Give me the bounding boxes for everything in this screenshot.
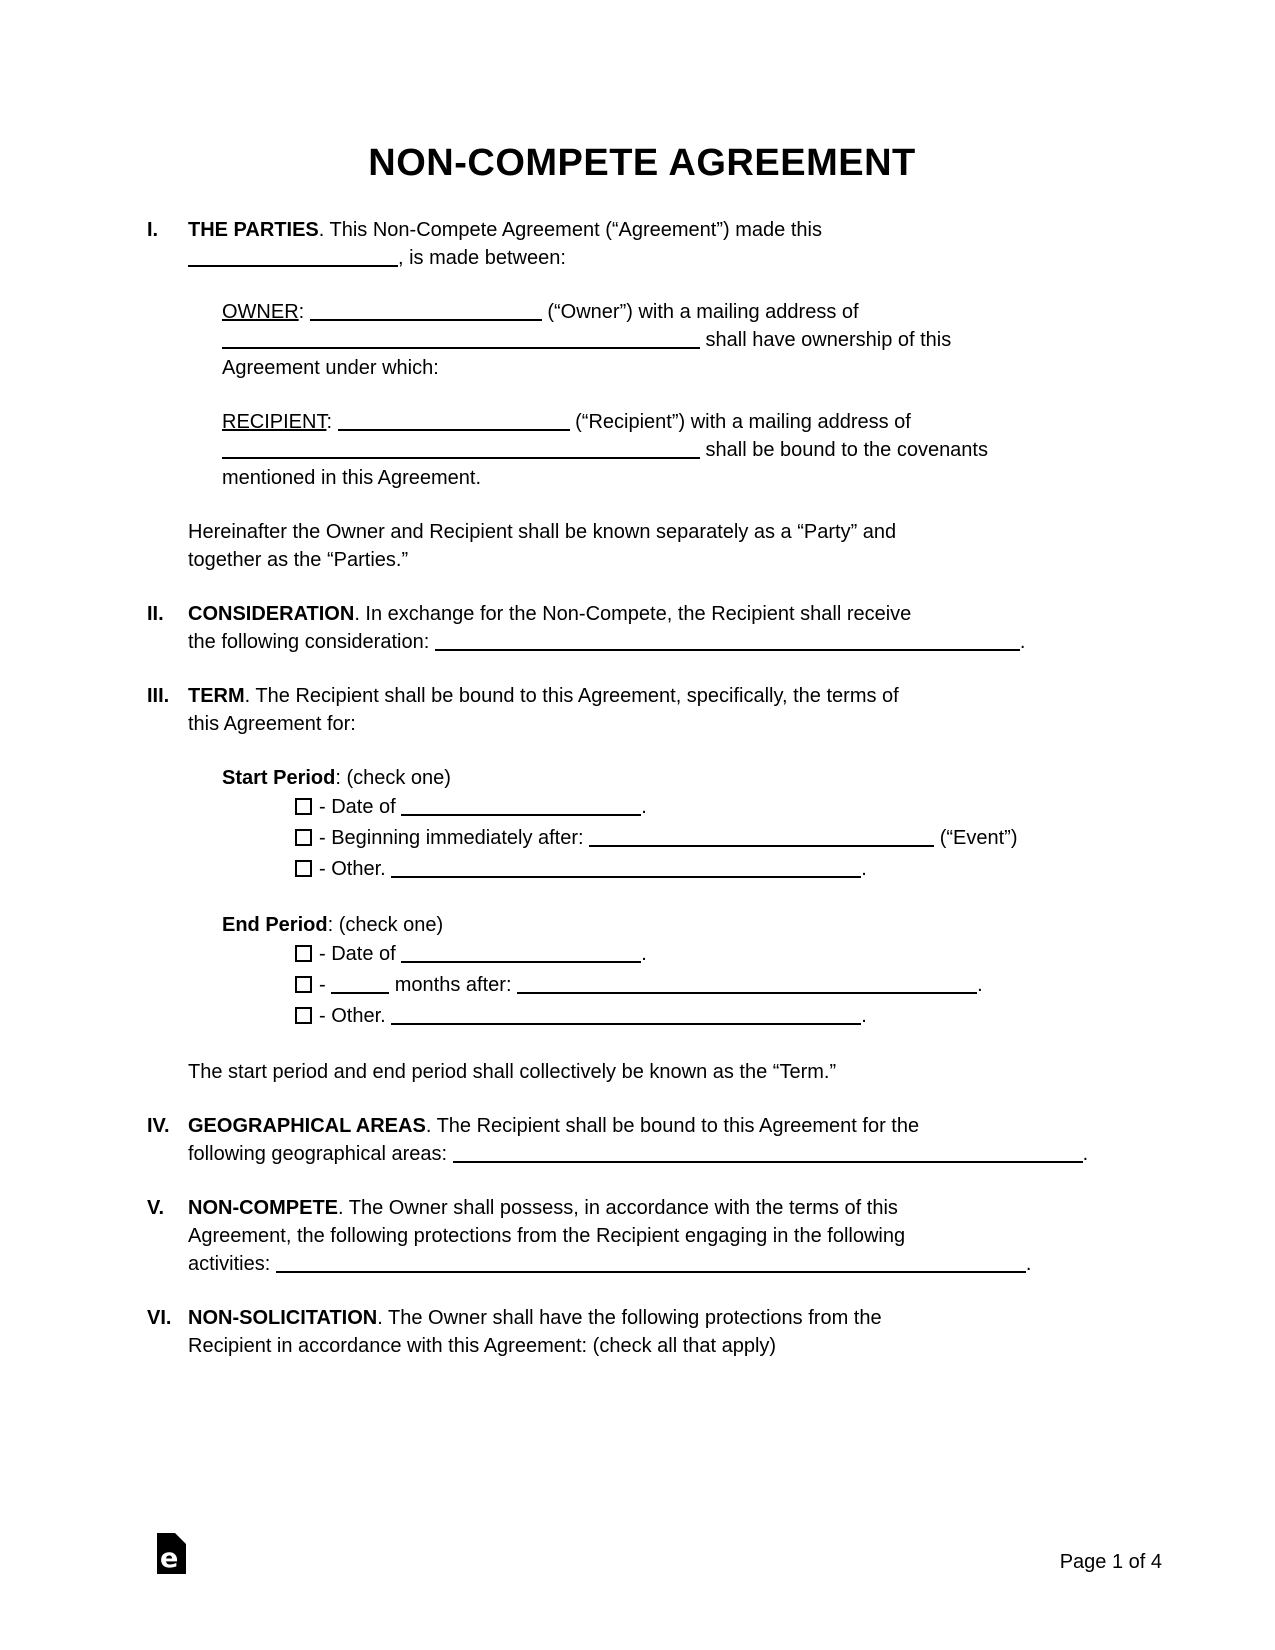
- page-number: Page 1 of 4: [1059, 1551, 1162, 1573]
- recipient-clause-text-3: mentioned in this Agreement.: [222, 467, 482, 489]
- section-numeral-2: II.: [147, 603, 164, 625]
- recipient-label-colon: :: [326, 411, 338, 433]
- document-title: NON-COMPETE AGREEMENT: [368, 142, 916, 184]
- consideration-period: .: [1019, 631, 1026, 653]
- start-other-period: .: [861, 858, 867, 880]
- start-other-checkbox[interactable]: [295, 860, 312, 877]
- end-period-block: [188, 911, 1137, 1032]
- geographical-period: .: [1082, 1143, 1089, 1165]
- section-numeral-6: VI.: [147, 1307, 172, 1329]
- owner-clause-text-3: Agreement under which:: [222, 357, 439, 379]
- end-date-text: - Date of: [319, 943, 402, 965]
- non-compete-paragraph: [188, 1194, 1137, 1278]
- activities-blank[interactable]: [276, 1271, 1026, 1273]
- end-other-text: - Other.: [319, 1005, 392, 1027]
- end-other-period: .: [861, 1005, 867, 1027]
- start-date-blank[interactable]: [401, 814, 641, 816]
- term-text-1: . The Recipient shall be bound to this Agreement, specifically, the terms of: [244, 685, 899, 707]
- start-event-checkbox[interactable]: [295, 829, 312, 846]
- parties-intro-paragraph: [188, 216, 1137, 272]
- section-term: [147, 682, 1137, 1086]
- recipient-label: RECIPIENT: [222, 411, 327, 433]
- consideration-blank[interactable]: [435, 649, 1020, 651]
- hereinafter-paragraph: [188, 518, 1137, 574]
- owner-clause-text-1: (“Owner”) with a mailing address of: [541, 301, 859, 323]
- non-solicitation-text-1: . The Owner shall have the following protections from the: [377, 1307, 882, 1329]
- end-date-period: .: [641, 943, 647, 965]
- recipient-address-blank[interactable]: [222, 457, 700, 459]
- non-solicitation-text-2: Recipient in accordance with this Agreement: (check all that apply): [188, 1335, 777, 1357]
- recipient-clause-text-1: (“Recipient”) with a mailing address of: [569, 411, 911, 433]
- agreement-date-blank[interactable]: [188, 265, 398, 267]
- end-months-period: .: [977, 974, 983, 996]
- hereinafter-text-1: Hereinafter the Owner and Recipient shall be known separately as a “Party” and: [188, 521, 897, 543]
- section-numeral-1: I.: [147, 219, 159, 241]
- start-event-blank[interactable]: [589, 845, 934, 847]
- section-numeral-4: IV.: [147, 1115, 170, 1137]
- owner-label-colon: :: [298, 301, 310, 323]
- start-date-checkbox[interactable]: [295, 798, 312, 815]
- section-geographical-areas: [147, 1112, 1137, 1168]
- parties-intro-text: . This Non-Compete Agreement (“Agreement”) made this: [318, 219, 822, 241]
- parties-intro-text-2: , is made between:: [398, 247, 566, 269]
- owner-address-blank[interactable]: [222, 347, 700, 349]
- start-date-text: - Date of: [319, 796, 402, 818]
- end-months-after-blank[interactable]: [517, 992, 977, 994]
- recipient-clause-text-2: shall be bound to the covenants: [700, 439, 988, 461]
- owner-clause: [222, 298, 1137, 382]
- start-period-label: Start Period: [222, 767, 336, 789]
- section-numeral-3: III.: [147, 685, 170, 707]
- section-the-parties: [147, 216, 1137, 574]
- geographical-heading: GEOGRAPHICAL AREAS: [188, 1115, 426, 1137]
- hereinafter-text-2: together as the “Parties.”: [188, 549, 409, 571]
- start-period-instruction: : (check one): [335, 767, 451, 789]
- start-other-option: [295, 854, 1137, 885]
- consideration-paragraph: [188, 600, 1137, 656]
- end-months-checkbox[interactable]: [295, 976, 312, 993]
- term-closing-text: The start period and end period shall collectively be known as the “Term.”: [188, 1061, 837, 1083]
- section-numeral-5: V.: [147, 1197, 165, 1219]
- document-content: [147, 143, 1137, 1386]
- section-consideration: [147, 600, 1137, 656]
- consideration-text-1: . In exchange for the Non-Compete, the Recipient shall receive: [354, 603, 912, 625]
- owner-clause-text-2: shall have ownership of this: [700, 329, 952, 351]
- term-closing-paragraph: [188, 1058, 1137, 1086]
- non-compete-heading: NON-COMPETE: [188, 1197, 338, 1219]
- end-period-label: End Period: [222, 914, 328, 936]
- start-other-text: - Other.: [319, 858, 392, 880]
- end-other-checkbox[interactable]: [295, 1007, 312, 1024]
- term-heading: TERM: [188, 685, 245, 707]
- end-months-text: months after:: [389, 974, 518, 996]
- end-date-option: [295, 939, 1137, 970]
- end-months-count-blank[interactable]: [331, 992, 389, 994]
- section-non-solicitation: [147, 1304, 1137, 1360]
- non-solicitation-heading: NON-SOLICITATION: [188, 1307, 378, 1329]
- parties-heading: THE PARTIES: [188, 219, 319, 241]
- start-other-blank[interactable]: [391, 876, 861, 878]
- start-event-text: - Beginning immediately after:: [319, 827, 590, 849]
- recipient-name-blank[interactable]: [338, 429, 570, 431]
- non-compete-text-1: . The Owner shall possess, in accordance with the terms of this: [338, 1197, 898, 1219]
- non-compete-period: .: [1025, 1253, 1032, 1275]
- owner-name-blank[interactable]: [310, 319, 542, 321]
- geographical-text-2: following geographical areas:: [188, 1143, 453, 1165]
- term-text-2: this Agreement for:: [188, 713, 356, 735]
- owner-label: OWNER: [222, 301, 299, 323]
- term-intro-paragraph: [188, 682, 1137, 738]
- end-date-blank[interactable]: [401, 961, 641, 963]
- start-event-option: [295, 823, 1137, 854]
- eforms-logo: [157, 1533, 186, 1574]
- start-date-period: .: [641, 796, 647, 818]
- end-other-option: [295, 1001, 1137, 1032]
- consideration-text-2: the following consideration:: [188, 631, 435, 653]
- start-event-suffix: (“Event”): [934, 827, 1018, 849]
- start-date-option: [295, 792, 1137, 823]
- non-solicitation-paragraph: [188, 1304, 1137, 1360]
- end-months-dash: -: [319, 974, 332, 996]
- section-non-compete: [147, 1194, 1137, 1278]
- consideration-heading: CONSIDERATION: [188, 603, 355, 625]
- recipient-clause: [222, 408, 1137, 492]
- end-period-instruction: : (check one): [327, 914, 444, 936]
- end-other-blank[interactable]: [391, 1023, 861, 1025]
- end-date-checkbox[interactable]: [295, 945, 312, 962]
- non-compete-text-3: activities:: [188, 1253, 276, 1275]
- geographical-paragraph: [188, 1112, 1137, 1168]
- start-period-block: [188, 764, 1137, 885]
- eforms-logo-letter: e: [160, 1543, 179, 1574]
- non-compete-text-2: Agreement, the following protections from the Recipient engaging in the following: [188, 1225, 906, 1247]
- end-months-option: [295, 970, 1137, 1001]
- geographical-areas-blank[interactable]: [453, 1161, 1083, 1163]
- geographical-text-1: . The Recipient shall be bound to this Agreement for the: [425, 1115, 920, 1137]
